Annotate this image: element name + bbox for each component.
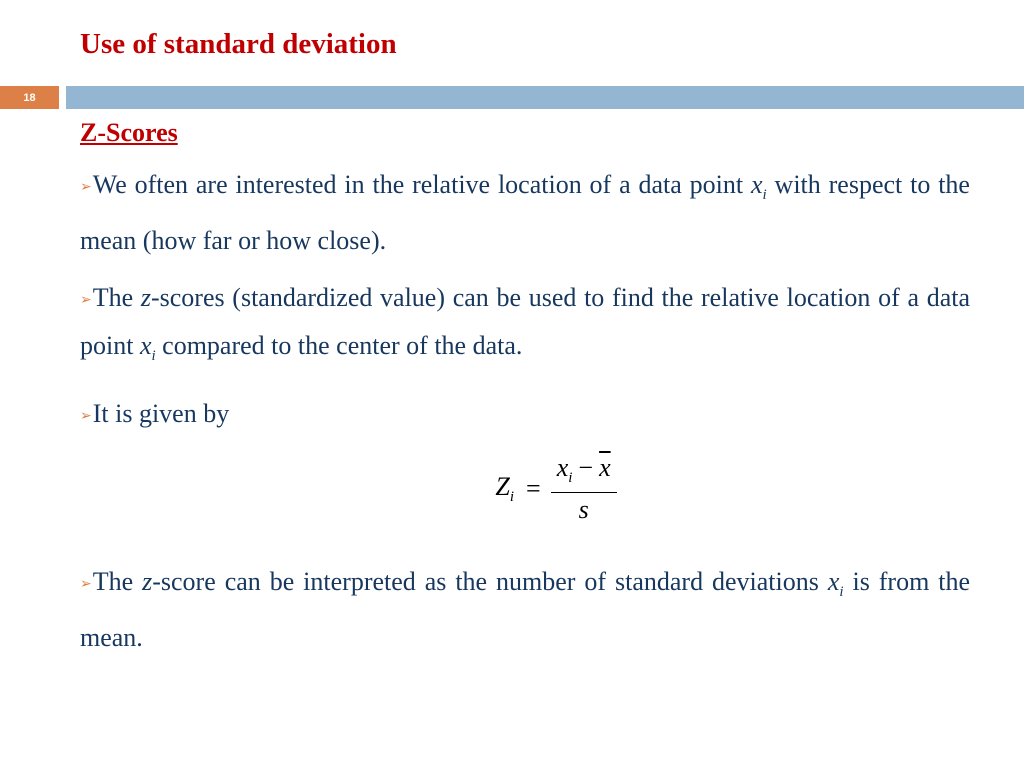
math-variable: x xyxy=(139,331,152,361)
slide-content xyxy=(80,162,970,672)
math-variable: x xyxy=(750,170,763,199)
math-subscript: i xyxy=(762,187,767,204)
math-variable: z xyxy=(142,566,153,596)
arrow-bullet-icon: ➢ xyxy=(80,293,92,309)
math-variable: x xyxy=(827,566,840,596)
math-subscript: i xyxy=(839,583,844,600)
formula-equals: = xyxy=(526,473,541,503)
math-subscript: i xyxy=(151,348,156,365)
formula-z: Z xyxy=(495,471,510,501)
bullet-text: The xyxy=(92,283,141,313)
formula-lhs xyxy=(433,472,514,506)
z-score-formula xyxy=(80,453,970,524)
formula-numerator xyxy=(551,453,617,492)
bullet-text: We often are interested in the relative location of a data point xyxy=(92,170,751,199)
formula-x: x xyxy=(556,453,569,483)
bullet-z-scores xyxy=(80,275,970,379)
math-variable: z xyxy=(140,283,151,313)
formula-minus: − xyxy=(578,453,594,483)
bullet-text: -score can be interpreted as the number of standard deviations xyxy=(152,566,828,596)
slide-title: Use of standard deviation xyxy=(80,28,397,60)
bullet-text: is from the mean. xyxy=(80,566,971,652)
bullet-text: with respect to the mean (how far or how close). xyxy=(80,170,970,256)
bullet-text: -scores (standardized value) can be used to find the relative location of a data point xyxy=(80,283,970,361)
arrow-bullet-icon: ➢ xyxy=(80,576,92,592)
formula-subscript: i xyxy=(568,470,573,487)
bullet-text: The xyxy=(92,566,143,596)
bullet-text: It is given by xyxy=(92,399,230,429)
formula-x-bar: $\overline{x}$ xyxy=(599,453,611,483)
arrow-bullet-icon: ➢ xyxy=(80,409,92,425)
arrow-bullet-icon: ➢ xyxy=(80,180,92,195)
bullet-text: compared to the center of the data. xyxy=(155,331,523,361)
formula-fraction xyxy=(551,453,617,524)
formula-subscript: i xyxy=(509,489,515,506)
header-bar xyxy=(66,86,1024,109)
formula-denominator: s xyxy=(578,494,589,524)
bullet-relative-location xyxy=(80,162,970,263)
slide-number: 18 xyxy=(0,86,59,109)
bullet-given-by xyxy=(80,391,970,439)
section-heading: Z-Scores xyxy=(80,118,178,147)
bullet-interpretation xyxy=(80,559,970,660)
